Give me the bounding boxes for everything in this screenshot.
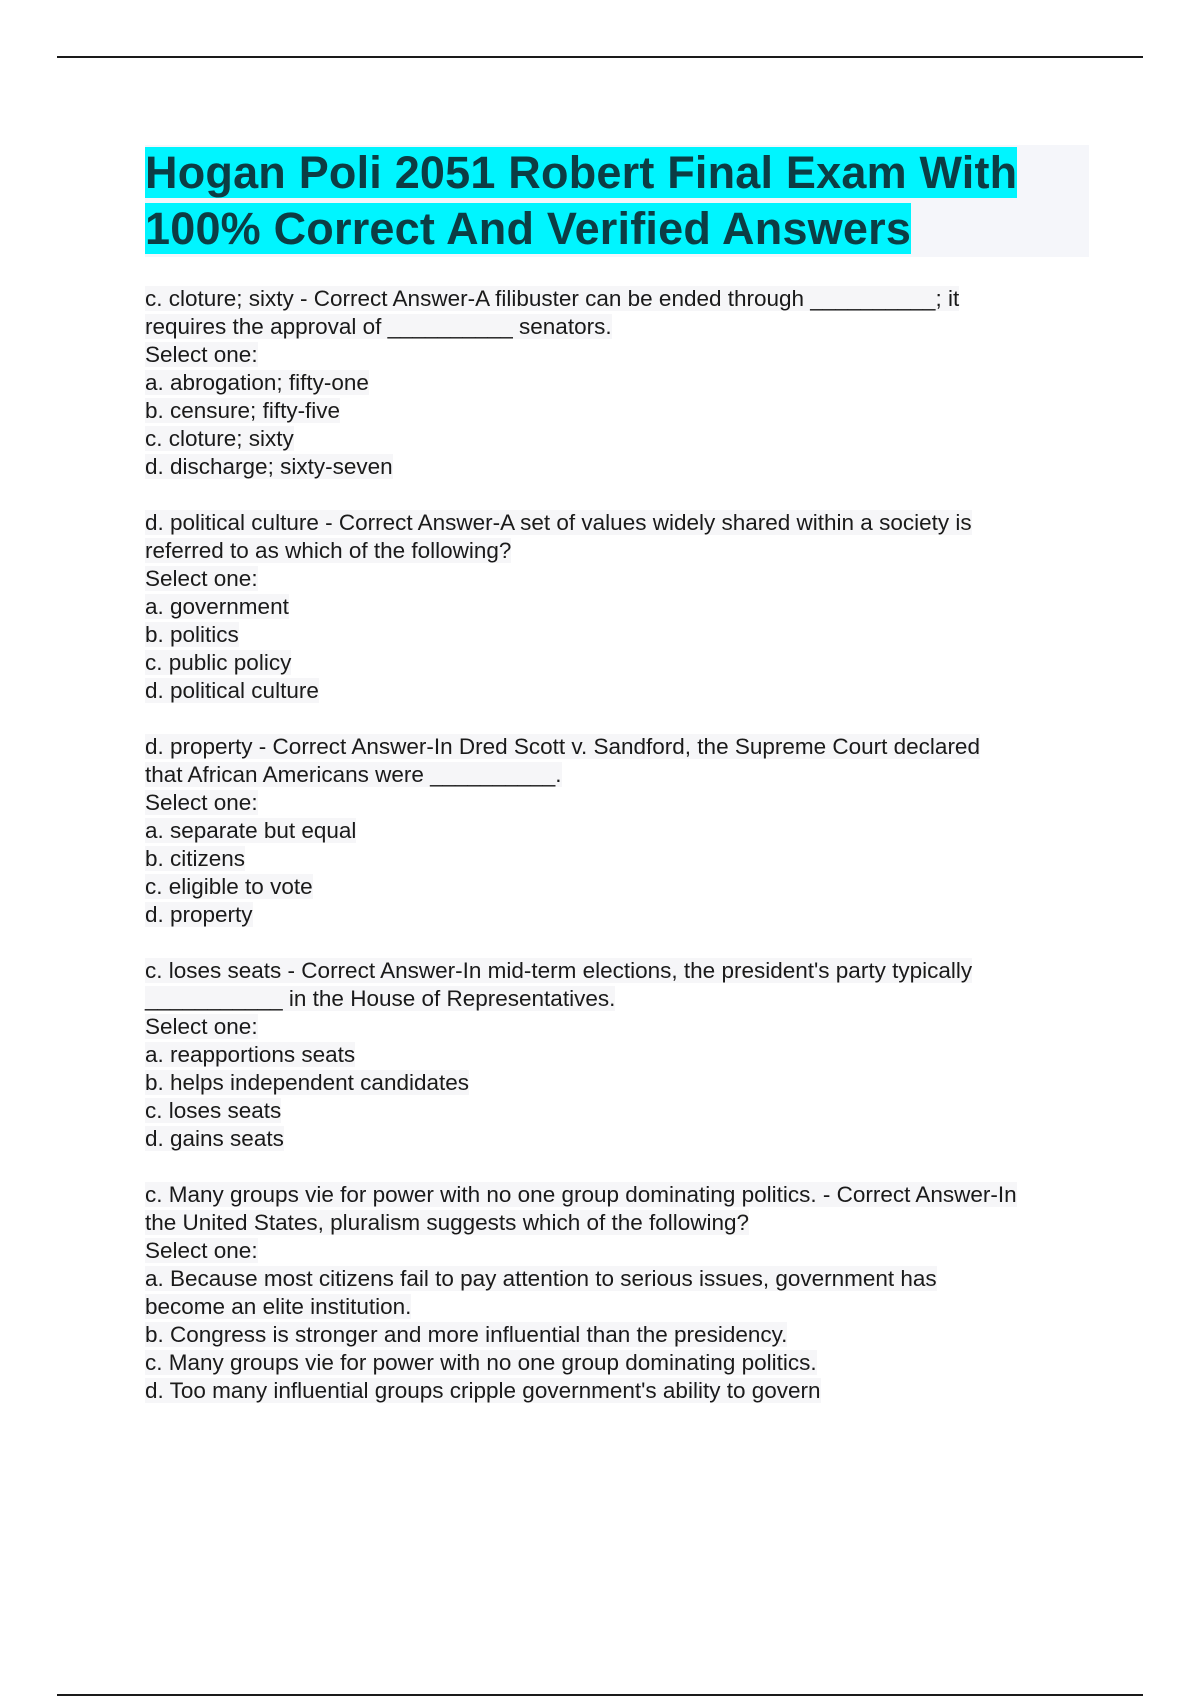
answer-option: d. property (145, 902, 253, 927)
question-4 (145, 957, 1095, 1153)
question-text: d. political culture - Correct Answer-A set of values widely shared within a society is (145, 510, 972, 535)
question-text: c. cloture; sixty - Correct Answer-A filibuster can be ended through __________; it (145, 286, 960, 311)
select-one-label: Select one: (145, 566, 258, 591)
question-text: the United States, pluralism suggests which of the following? (145, 1210, 750, 1235)
answer-option: a. Because most citizens fail to pay attention to serious issues, government has (145, 1266, 937, 1291)
top-rule (57, 56, 1143, 58)
answer-option: b. Congress is stronger and more influential than the presidency. (145, 1322, 788, 1347)
answer-option: a. separate but equal (145, 818, 357, 843)
question-1 (145, 285, 1095, 481)
answer-option: b. helps independent candidates (145, 1070, 470, 1095)
answer-option: c. loses seats (145, 1098, 282, 1123)
select-one-label: Select one: (145, 1238, 258, 1263)
answer-option: c. cloture; sixty (145, 426, 294, 451)
answer-option: become an elite institution. (145, 1294, 412, 1319)
question-2 (145, 509, 1095, 705)
question-text: c. loses seats - Correct Answer-In mid-term elections, the president's party typically (145, 958, 973, 983)
answer-option: b. citizens (145, 846, 246, 871)
answer-option: d. political culture (145, 678, 319, 703)
question-text: that African Americans were __________. (145, 762, 562, 787)
answer-option: a. reapportions seats (145, 1042, 356, 1067)
answer-option: b. censure; fifty-five (145, 398, 341, 423)
question-5 (145, 1181, 1095, 1405)
question-text: ___________ in the House of Representatives. (145, 986, 616, 1011)
answer-option: c. public policy (145, 650, 292, 675)
question-text: c. Many groups vie for power with no one group dominating politics. - Correct Answer-In (145, 1182, 1017, 1207)
answer-option: b. politics (145, 622, 239, 647)
question-text: d. property - Correct Answer-In Dred Scott v. Sandford, the Supreme Court declared (145, 734, 980, 759)
select-one-label: Select one: (145, 342, 258, 367)
select-one-label: Select one: (145, 1014, 258, 1039)
select-one-label: Select one: (145, 790, 258, 815)
answer-option: d. Too many influential groups cripple government's ability to govern (145, 1378, 821, 1403)
answer-option: d. gains seats (145, 1126, 284, 1151)
answer-option: a. government (145, 594, 289, 619)
document-title (145, 145, 1089, 257)
answer-option: c. eligible to vote (145, 874, 313, 899)
questions-list (145, 285, 1095, 1433)
question-3 (145, 733, 1095, 929)
bottom-rule (57, 1694, 1143, 1696)
answer-option: c. Many groups vie for power with no one group dominating politics. (145, 1350, 817, 1375)
title-line-2: 100% Correct And Verified Answers (145, 203, 912, 254)
answer-option: d. discharge; sixty-seven (145, 454, 393, 479)
title-line-1: Hogan Poli 2051 Robert Final Exam With (145, 147, 1018, 198)
answer-option: a. abrogation; fifty-one (145, 370, 369, 395)
question-text: referred to as which of the following? (145, 538, 512, 563)
question-text: requires the approval of __________ senators. (145, 314, 612, 339)
